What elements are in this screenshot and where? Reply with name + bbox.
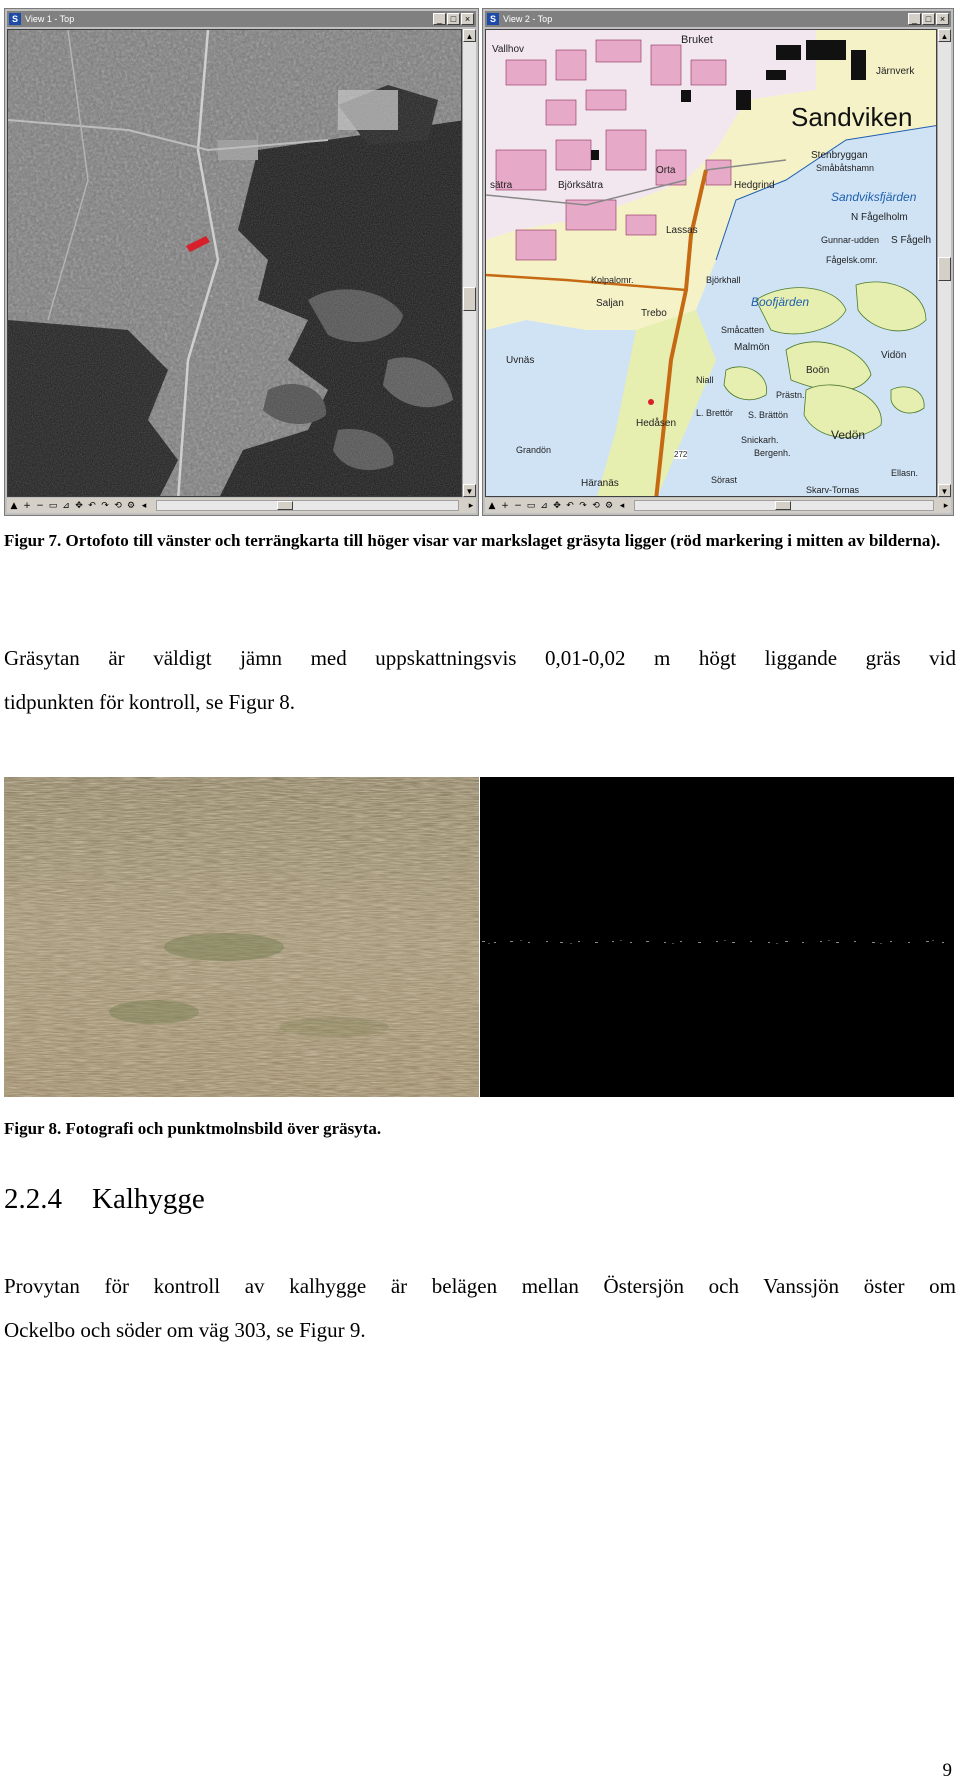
scroll-thumb[interactable]	[463, 287, 476, 311]
terrain-map-window-titlebar[interactable]	[485, 11, 951, 27]
redo-icon[interactable]: ↷	[101, 500, 109, 511]
map-label-s-bratton: S. Brättön	[748, 410, 789, 420]
scroll-right-icon[interactable]: ▸	[468, 500, 474, 511]
map-label-fagelsk: Fågelsk.omr.	[826, 255, 878, 265]
measure-icon[interactable]: ⊿	[540, 500, 548, 511]
orthophoto-toolbar	[7, 498, 476, 513]
map-label-sandviken: Sandviken	[791, 102, 913, 132]
minimize-button[interactable]: _	[908, 13, 921, 25]
grass-photograph	[4, 777, 479, 1097]
minimize-button[interactable]: _	[433, 13, 446, 25]
close-button[interactable]: ×	[936, 13, 949, 25]
map-label-hedgrind: Hedgrind	[734, 180, 775, 191]
map-label-malmon: Malmön	[734, 342, 770, 353]
map-label-smabatshamn: Småbåtshamn	[816, 163, 875, 173]
orthophoto-window-titlebar[interactable]	[7, 11, 476, 27]
map-label-ellasn: Ellasn.	[891, 468, 919, 478]
terrain-map-viewport[interactable]	[485, 29, 937, 497]
zoom-out-icon[interactable]: −	[514, 500, 522, 511]
rotate-icon[interactable]: ⟲	[114, 500, 122, 511]
map-label-jarnverk: Järnverk	[876, 66, 915, 77]
map-label-vidon: Vidön	[881, 350, 907, 361]
scroll-up-icon[interactable]: ▲	[938, 29, 951, 42]
rotate-icon[interactable]: ⟲	[592, 500, 600, 511]
section-title: Kalhygge	[92, 1183, 205, 1215]
map-label-orta: Orta	[656, 165, 676, 176]
map-label-niall: Niall	[696, 375, 714, 385]
section-number: 2.2.4	[4, 1183, 62, 1215]
pan-icon[interactable]: ✥	[75, 500, 83, 511]
map-label-uvnas: Uvnäs	[506, 355, 535, 366]
maximize-button[interactable]: □	[922, 13, 935, 25]
red-marker	[648, 399, 654, 405]
map-label-sorast: Sörast	[711, 475, 738, 485]
orthophoto-vertical-scrollbar[interactable]	[462, 29, 476, 497]
map-label-grandon: Grandön	[516, 445, 552, 455]
map-label-s-fagelh: S Fågelh	[891, 235, 932, 246]
paragraph-line: tidpunkten för kontroll, se Figur 8.	[4, 690, 296, 714]
terrain-map-horizontal-scrollbar[interactable]	[634, 500, 934, 511]
map-label-smacatten: Småcatten	[721, 325, 765, 335]
orthophoto-viewport[interactable]	[7, 29, 462, 497]
map-label-n-fagelholm: N Fågelholm	[851, 212, 908, 223]
map-label-bruket: Bruket	[681, 34, 713, 46]
terrain-map-window[interactable]	[482, 8, 954, 516]
orthophoto-window[interactable]	[4, 8, 479, 516]
map-label-stenbryggan: Stenbryggan	[811, 150, 868, 161]
map-label-lassas: Lassas	[666, 225, 698, 236]
undo-icon[interactable]: ↶	[566, 500, 574, 511]
map-label-hedasen: Hedåsen	[636, 418, 677, 429]
scroll-left-icon[interactable]: ◂	[141, 500, 147, 511]
map-label-bjorksatra: Björksätra	[558, 180, 604, 191]
map-label-boon: Boön	[806, 365, 830, 376]
section-heading	[4, 1183, 205, 1216]
scroll-down-icon[interactable]: ▼	[463, 484, 476, 497]
fit-view-icon[interactable]: ▭	[48, 500, 58, 511]
settings-icon[interactable]: ⚙	[604, 500, 614, 511]
map-label-haranas: Häranäs	[581, 478, 619, 489]
app-logo-icon: S	[487, 13, 499, 25]
terrain-map-vertical-scrollbar[interactable]	[937, 29, 951, 497]
map-label-satra: sätra	[490, 180, 513, 191]
measure-icon[interactable]: ⊿	[62, 500, 70, 511]
pan-icon[interactable]: ✥	[553, 500, 561, 511]
map-label-vedon: Vedön	[831, 428, 866, 442]
scroll-left-icon[interactable]: ◂	[619, 500, 625, 511]
scroll-thumb[interactable]	[938, 257, 951, 281]
map-label-road-272: 272	[674, 450, 688, 459]
map-label-vallhov: Vallhov	[492, 44, 525, 55]
map-label-prastn: Prästn.	[776, 390, 805, 400]
select-tool-icon[interactable]: ▲	[488, 500, 496, 511]
maximize-button[interactable]: □	[447, 13, 460, 25]
terrain-map-toolbar	[485, 498, 951, 513]
scroll-right-icon[interactable]: ▸	[943, 500, 949, 511]
scroll-thumb[interactable]	[775, 501, 791, 510]
page-number: 9	[942, 1760, 952, 1781]
redo-icon[interactable]: ↷	[579, 500, 587, 511]
map-label-snickarh: Snickarh.	[741, 435, 779, 445]
select-tool-icon[interactable]: ▲	[10, 500, 18, 511]
map-label-bergenh: Bergenh.	[754, 448, 791, 458]
settings-icon[interactable]: ⚙	[126, 500, 136, 511]
scroll-up-icon[interactable]: ▲	[463, 29, 476, 42]
orthophoto-window-title: View 1 - Top	[25, 14, 75, 24]
undo-icon[interactable]: ↶	[88, 500, 96, 511]
figure-8-caption: Figur 8. Fotografi och punktmolnsbild över gräsyta.	[4, 1119, 382, 1138]
point-cloud-image	[480, 777, 954, 1097]
paragraph-line: Ockelbo och söder om väg 303, se Figur 9.	[4, 1318, 366, 1342]
map-label-sandviksfjarden: Sandviksfjärden	[831, 190, 917, 204]
scroll-thumb[interactable]	[277, 501, 293, 510]
paragraph-line: Provytan för kontroll av kalhygge är belägen mellan Östersjön och Vanssjön öster om	[4, 1274, 956, 1298]
map-label-bjorkhall: Björkhall	[706, 275, 741, 285]
paragraph-line: Gräsytan är väldigt jämn med uppskattningsvis 0,01-0,02 m högt liggande gräs vid	[4, 646, 956, 670]
paragraph-grass-surface	[4, 636, 956, 724]
map-label-skarv-tornas: Skarv-Tornas	[806, 485, 860, 495]
close-button[interactable]: ×	[461, 13, 474, 25]
app-logo-icon: S	[9, 13, 21, 25]
orthophoto-image	[8, 30, 462, 497]
map-label-trebo: Trebo	[641, 308, 667, 319]
map-label-saljan: Saljan	[596, 298, 624, 309]
zoom-out-icon[interactable]: −	[36, 500, 44, 511]
terrain-map-window-title: View 2 - Top	[503, 14, 553, 24]
orthophoto-horizontal-scrollbar[interactable]	[156, 500, 459, 511]
scroll-down-icon[interactable]: ▼	[938, 484, 951, 497]
map-label-l-brettor: L. Brettör	[696, 408, 734, 418]
figure-7-caption: Figur 7. Ortofoto till vänster och terrängkarta till höger visar var markslaget gräsyta ligger (röd markering i mitten av bilderna).	[4, 531, 941, 550]
paragraph-clearcut	[4, 1264, 956, 1352]
map-label-boofjarden: Boofjärden	[751, 295, 810, 309]
zoom-in-icon[interactable]: +	[501, 500, 509, 511]
map-label-gunnarudden: Gunnar-udden	[821, 235, 880, 245]
zoom-in-icon[interactable]: +	[23, 500, 31, 511]
map-label-kolpalomr: Kolpalomr.	[591, 275, 634, 285]
fit-view-icon[interactable]: ▭	[526, 500, 536, 511]
